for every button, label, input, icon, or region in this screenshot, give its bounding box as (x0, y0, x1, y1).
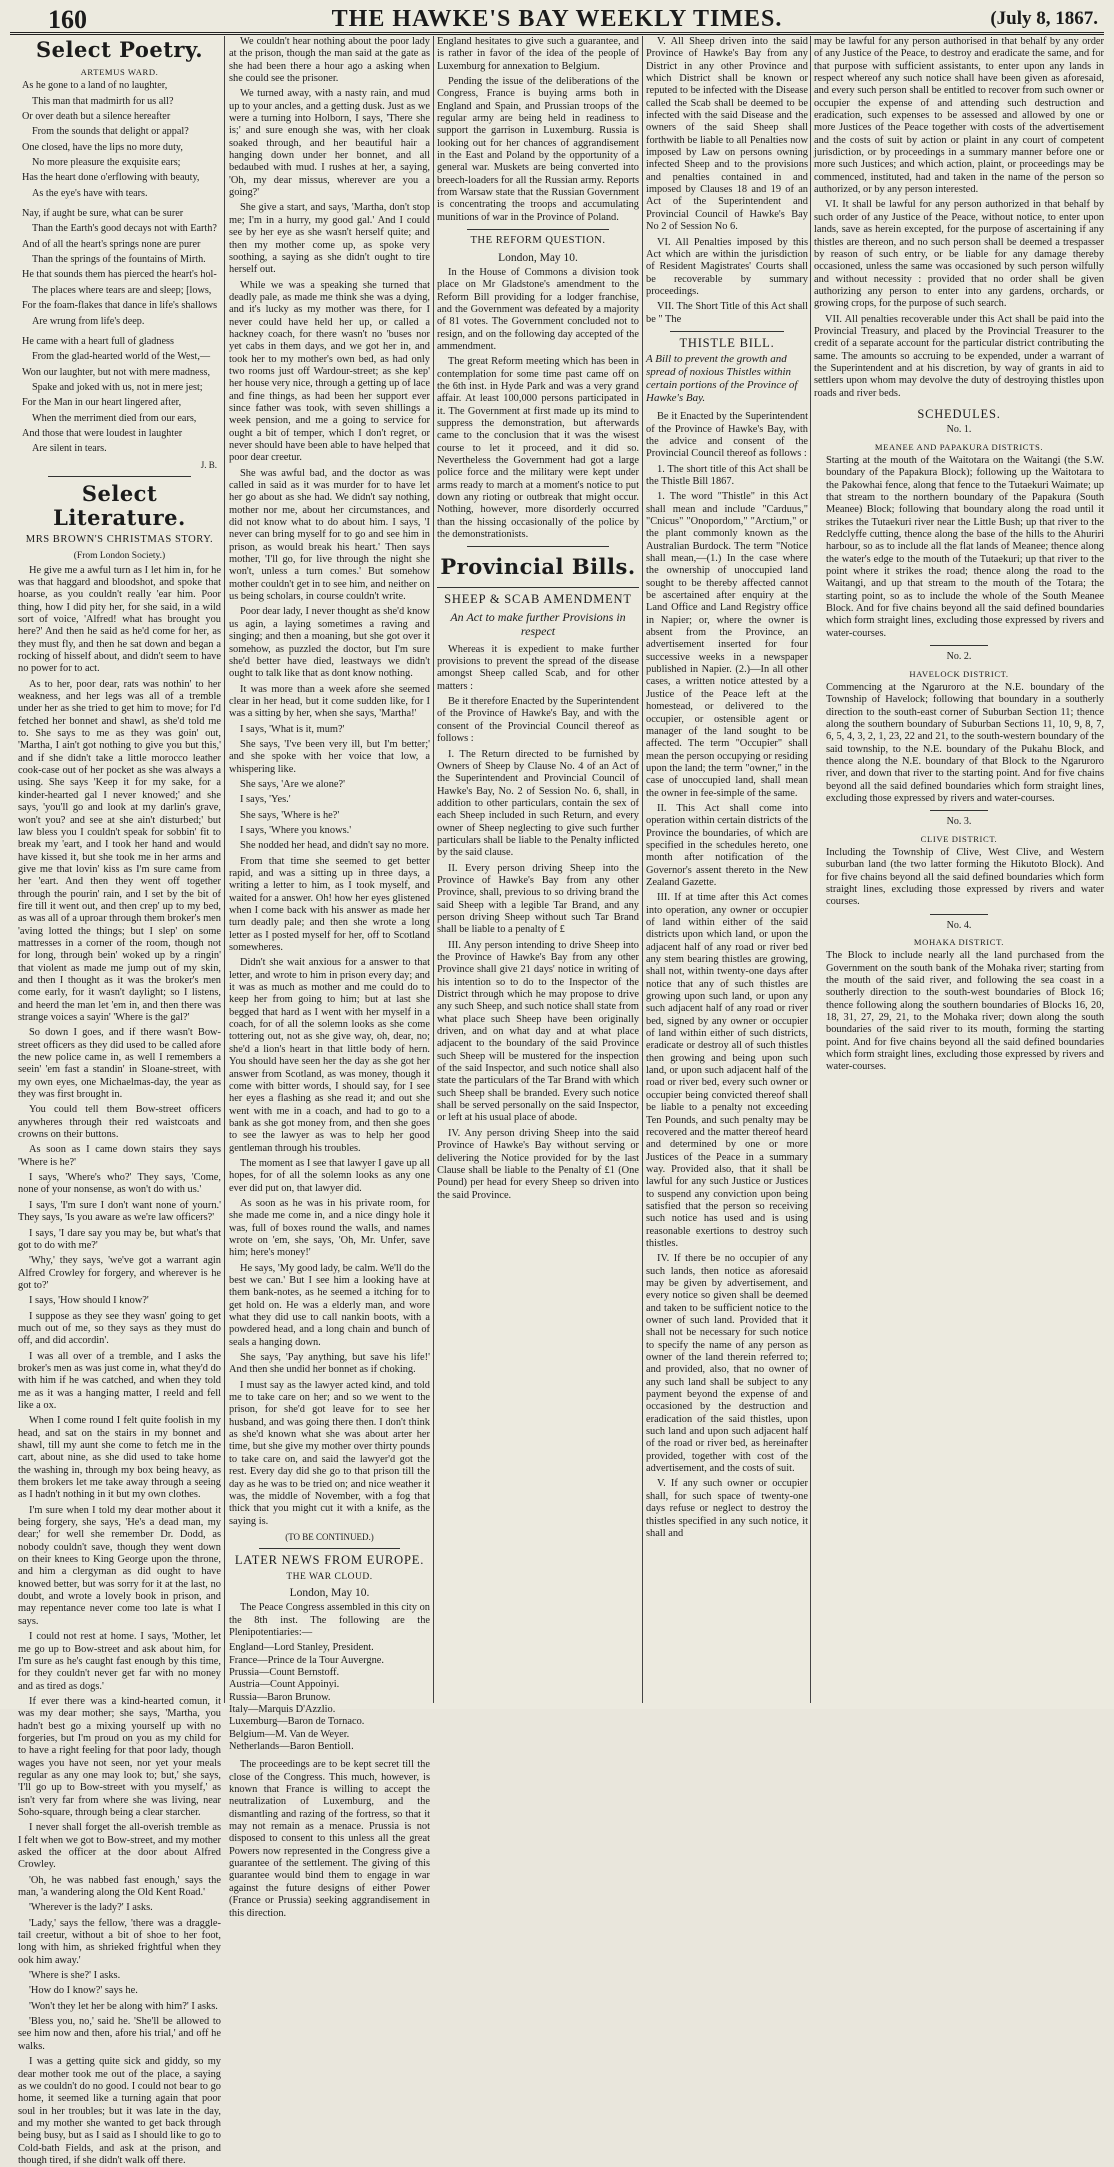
story-paragraph: Poor dear lady, I never thought as she'd know us agin, a laying sometimes a raving and singing; and then a moaning, but she got over it somehow, as puzzled the doctor, but I'm sure she'd better have died, leastways we didn't ought to talk like that as dont know nothing. (229, 606, 430, 680)
verse-line: From the sounds that delight or appal? (32, 126, 189, 138)
europe-intro: The Peace Congress assembled in this city on the 8th inst. The following are the Plenipotentiaries:— (229, 1602, 430, 1638)
to-be-continued: (TO BE CONTINUED.) (285, 1531, 374, 1542)
column-4 (646, 36, 808, 1703)
story-paragraph: She give a start, and says, 'Martha, don't stop me; I'm in a hurry, my good gal.' And I could see by her eye as she wasn't herself quite; and then my mother come up, as spoke very soothing, a saying as she didn't ought to tire herself out. (229, 202, 430, 276)
story-paragraph: I says, 'I'm sure I don't want none of yourn.' They says, 'Is you aware as we're law officers?' (18, 1199, 221, 1224)
column-3 (437, 36, 639, 1703)
divider (437, 587, 639, 588)
thistle-clauses-continued (814, 36, 1104, 400)
story-paragraph: The moment as I see that lawyer I gave up all hopes, for of all the solemn looks as any one ever did put on, that lawyer did. (229, 1157, 430, 1194)
thistle-clause: 1. The short title of this Act shall be the Thistle Bill 1867. (646, 463, 808, 487)
poem-signature: J. B. (200, 459, 217, 470)
story-paragraph: 'Why,' they says, 'we've got a warrant agin Alfred Crowley for forgery, and wherever is he got to?' (18, 1255, 221, 1291)
provincial-bills-title: Provincial Bills. (440, 554, 636, 580)
divider (930, 914, 988, 915)
story-paragraph: If ever there was a kind-hearted comun, it was my dear mother; she says, 'Martha, you hadn't best go a mixing yourself up with no forgeries, but I'm proud on you as my child for to have a right feeling for that poor lady, though wages you have not seen, nor yet your meals regular as any one may look to; but,' she says, 'I'll go up to Bow-street with you myself,' as isn't very far from where she was living, near Soho-square, through being a clear starcher. (18, 1695, 221, 1818)
thistle-clause: VII. All penalties recoverable under this Act shall be paid into the Provincial Treasury, and placed by the Provincial Treasurer to the credit of a separate account for the particular district contributing the same. The amounts so accruing to be expended, under a warrant of the Superintendent and at his discretion, by way of grants in aid to settlers upon whom may devolve the duty of destroying thistles upon roads and river beds. (814, 313, 1104, 399)
issue-date: (July 8, 1867. (990, 8, 1098, 29)
story-paragraph: She nodded her head, and didn't say no more. (240, 840, 429, 852)
story-paragraph: I was a getting quite sick and giddy, so my dear mother took me out of the place, a saying as we couldn't do no good. I could not bear to go home, it seemed like a turning again that poor soul in her troubles; but it was late in the day, and my mother she wanted to get back through being busy, but as I said as I should like to go to Cold-bath Fields, and ask at the prison, and though tired, if she didn't walk off there. (18, 2056, 221, 2166)
story-paragraph: From that time she seemed to get better rapid, and was a sitting up in three days, a writing a letter to him, as I took myself, and waited for a answer. Oh! how her eyes glistened when I come back with his answer as made her turn deadly pale; and then she wrote a long letter as I posted myself for her, off to Scotland somewheres. (229, 855, 430, 954)
sheep-act-title: An Act to make further Provisions in respect (450, 609, 626, 638)
plenipotentiary: Austria—Count Appoinyi. (229, 1679, 340, 1691)
verse-line: Are silent in tears. (32, 443, 107, 455)
verse-line: And those that were loudest in laughter (22, 427, 183, 439)
story-paragraph: When I come round I felt quite foolish in my head, and sat on the stairs in my bonnet and shawl, till my aunt she come to fetch me in the cart, about nine, as she did used to take home the washing in, through my box being heavy, as them brokers let me take away through a seeing as I hadn't nothing in it but my own clothes. (18, 1415, 221, 1501)
poetry-section-title: Select Poetry. (35, 37, 204, 62)
sheep-whereas: Whereas it is expedient to make further provisions to prevent the spread of the disease amongst Sheep called Scab, and for other matters : (437, 643, 639, 692)
verse-line: No more pleasure the exquisite ears; (32, 157, 181, 169)
divider (259, 1548, 400, 1549)
thistle-bill-heading: THISTLE BILL. (679, 335, 775, 350)
divider (467, 546, 608, 547)
verse-line: Than the springs of the fountains of Mirth. (32, 254, 206, 266)
verse-line: For the Man in our heart lingered after, (22, 397, 182, 409)
schedule-number: No. 4. (946, 919, 972, 931)
story-paragraph: I suppose as they see they wasn' going to get much out of me, so they says as they must do off, and did accordin'. (18, 1310, 221, 1347)
plenipotentiary: Luxemburg—Baron de Tornaco. (229, 1716, 365, 1728)
story-paragraph: 'Lady,' says the fellow, 'there was a draggle-tail creetur, without a bit of shoe to her foot, long with him, as shrieked frightful when they ook him away.' (18, 1917, 221, 1966)
schedule-number: No. 3. (946, 816, 972, 828)
europe-dateline: London, May 10. (289, 1586, 370, 1599)
verse-line: Are wrung from life's deep. (32, 315, 145, 327)
divider (930, 645, 988, 646)
reform-paragraph: In the House of Commons a division took place on Mr Gladstone's amendment to the Reform Bill providing for a lodger franchise, and the Government was defeated by a majority of 81 votes. The Government concluded not to resign, and on the following day accepted of the ammendment. (437, 266, 639, 352)
story-paragraph: I'm sure when I told my dear mother about it being forgery, she says, 'He's a dead man, my dear;' for well she remember Dr. Dodd, as nobody couldn't save, though they went down on their knees to King George upon the throne, and him a clergyman as did ought to have knowed better, but was sorry for it at the last, no doubt, and wrote a lovely book in prison, and may repentance never come too late is what I says. (18, 1504, 221, 1627)
verse-line: One closed, have the lips no more duty, (22, 141, 183, 153)
sheep-clause: VII. The Short Title of this Act shall be " The (646, 301, 808, 325)
plenipotentiary: England—Lord Stanley, President. (229, 1642, 374, 1654)
verse-line: Or over death but a silence hereafter (22, 111, 171, 123)
verse-line: He came with a heart full of gladness (22, 335, 174, 347)
story-paragraph: She was awful bad, and the doctor as was called in said as it was murder for to have let her go about as she had. We didn't say nothing, mother nor me, about her circumstances, and did not know what to do about him. I says, 'I never can bring myself for to go and see him in prison, as would break his heart.' Then says mother, 'I'll go, for live through the night she won't, unless a turn comes.' But somehow mother couldn't get in to see him, and neither on us being scholars, in course couldn't write. (229, 467, 430, 603)
story-paragraph: I must say as the lawyer acted kind, and told me to take care on her; and so we went to the prison, for she'd got leave for to see her husband, and was going there then. I don't think as she'd known what she was about arter her time, but she give my mother over thirty pounds to take care on, and said the lawyer'd got the rest. Every day did she go to that prison till the day as he was to be tried on; and nice weather it was, the middle of November, with a fog that thick that you might cut it with a knife, as the saying is. (229, 1379, 430, 1527)
sheep-scab-heading: SHEEP & SCAB AMENDMENT (444, 592, 632, 607)
schedule-text: Including the Township of Clive, West Clive, and Western suburban land (the two latter forming the Hikutoto Block). And for five chains beyond all the said defined boundaries which form straight lines, excluding those expressed by rivers and water courses. (826, 846, 1104, 908)
verse-line: Has the heart done o'erflowing with beauty, (22, 172, 200, 184)
masthead (10, 2, 1104, 35)
europe-paragraph: The proceedings are to be kept secret till the close of the Congress. This much, however, is known that France is willing to accept the neutralization of Luxemburg, and the dismantling and razing of the fortress, so that it may not remain as a menace. Prussia is not disposed to consent to this unless all the great Powers now represented in the Congress give a guarantee of the settlement. The giving of this guarantee would bind them to engage in war against the future designs of either Power (France or Prussia) seeking aggrandisement in this direction. (229, 1759, 430, 1919)
story-paragraph: 'Wherever is the lady?' I asks. (29, 1902, 153, 1914)
schedule-district: MOHAKA DISTRICT. (913, 937, 1005, 948)
thistle-clause: 1. The word "Thistle" in this Act shall mean and include "Carduus," "Cnicus" "Onopordom," "Arctium," or the plant commonly known as the Australian Burdock. The term "Notice shall mean,—(1.) In the case where the ownership of unoccupied land sought to be thereby affected cannot be ascertained after enquiry at the Land Office and Land Registry office in Napier; or, where the owner is absent from the Province, an advertisement inserted for four successive weeks in a newspaper published in Napier. (2.)—In all other cases, a written notice attested by a Justice of the Peace left at the homestead, or delivered to the occupier, or ostensible agent or manager of the land sought to be affected. The term "Occupier" shall mean the person occupying or residing upon the land; the term "owner," in the case of unoccupied land, shall mean the owner in fee-simple of the same. (646, 491, 808, 799)
verse-line: For the foam-flakes that dance in life's shallows (22, 300, 218, 312)
thistle-clause: IV. If there be no occupier of any such lands, then notice as aforesaid may be given by advertisement, and every notice so given shall be deemed and taken to be sufficient notice to the owner of such land. Provided that it shall not be necessary for such notice to specify the name of any person as owner of the land therein referred to; and provided, also, that no owner of any such land shall be subject to any payment beyond the expense of and occasioned by the destruction and eradication of the said thistles, upon such land and upon such adjacent half of the road or river bed, as hereinafter provided, together with cost of the advertisement, and the costs of suit. (646, 1253, 808, 1475)
sheep-enacted: Be it therefore Enacted by the Superintendent of the Province of Hawke's Bay, and with the consent of the Provincial Council thereof as follows : (437, 696, 639, 745)
verse-line: The places where tears are and sleep; [lows, (32, 284, 212, 296)
thistle-clause: V. If any such owner or occupier shall, for such space of twenty-one days refuse or neglect to destroy the thistles specified in any such notice, it shall and (646, 1478, 808, 1539)
newspaper-title: THE HAWKE'S BAY WEEKLY TIMES. (331, 6, 783, 32)
verse-line: Spake and joked with us, not in mere jest; (32, 381, 203, 393)
story-paragraph: 'Bless you, no,' said he. 'She'll be allowed to see him now and then, afore his trial,' and off he walks. (18, 2016, 221, 2052)
story-paragraph: We couldn't hear nothing about the poor lady at the prison, though the man said at the gate as she had been there a hour ago a asking when she could see the prisoner. (229, 36, 430, 85)
verse-line: This man that madmirth for us all? (32, 95, 174, 107)
sheep-clause: II. Every person driving Sheep into the Province of Hawke's Bay from any other Province, shall, previous to so driving brand the said Sheep with a legible Tar Brand, and any person driving Sheep without such Tar Brand shall be liable to a penalty of £ (437, 862, 639, 936)
verse-line: Won our laughter, but not with mere madness, (22, 366, 211, 378)
schedule-number: No. 1. (946, 424, 972, 436)
story-paragraph: She says, 'Pay anything, but save his life!' And then she undid her bonnet as if choking. (229, 1352, 430, 1376)
sheep-clause: V. All Sheep driven into the said Province of Hawke's Bay from any District in any other Province and which District shall be known or reputed to be infected with the Disease called the Scab shall be deemed to be infected with the said Disease and the owners of the said Sheep shall forthwith be liable to all Penalties now imposed by Law on persons owning infected Sheep and to the provisions and penalties contained in and imposed by Clauses 18 and 19 of an Act of the Superintendent and Provincial Council of Hawke's Bay No 2 of Session No 6. (646, 36, 808, 233)
schedule-district: MEANEE AND PAPAKURA DISTRICTS. (874, 441, 1044, 452)
europe-paragraph: Pending the issue of the deliberations of the Congress, France is buying arms both in England and Spain, and Prussian troops of the regular army are being held in readiness to support the garrison in Luxemburg. Russia is looking out for her chances of aggrandisement in the East and Poland by the opportunity of a general war. Muskets are being converted into breech-loaders for all the Russian army. Reports from Warsaw state that the Russian Government is concentrating the troops and accumulating munitions of war in the Province of Poland. (437, 76, 639, 223)
plenipotentiary: Italy—Marquis D'Azzlio. (229, 1704, 336, 1715)
plenipotentiary: Belgium—M. Van de Weyer. (229, 1728, 350, 1740)
story-paragraph: I could not rest at home. I says, 'Mother, let me go up to Bow-street and ask about him, for I'm sure as he's caught fast enough by this time, for they couldn't never get far with no money and as tired as dogs.' (18, 1631, 221, 1692)
poem-title: ARTEMUS WARD. (80, 67, 159, 77)
thistle-clause: II. This Act shall come into operation within certain districts of the Province the boundaries, of which are specified in the schedules hereto, one month after notification of the Governor's assent thereto in the New Zealand Gazette. (646, 802, 808, 888)
story-paragraph: He give me a awful turn as I let him in, for he was that haggard and bloodshot, and spoke that hoarse, as you couldn't really 'ear him. Poor thing, how I did pity her, for she said, in a wild sort of voice, 'Alfred! what has brought you here?' And then he said as he'd come for her, as they must fly, and then he sat down and began a rocking of hisself about, and didn't seem to have no power for to act. (18, 564, 221, 675)
story-paragraph: I says, 'Where you knows.' (240, 824, 352, 836)
story-paragraph: I says, 'Where's who?' They says, 'Come, none of your nonsense, as won't do with us.' (18, 1172, 221, 1196)
sheep-clause: IV. Any person driving Sheep into the said Province of Hawke's Bay without serving or delivering the Notice provided for by the last Clause shall be liable to the Penalty of £1 (One Pound) per head for every Sheep so driven into the said Province. (437, 1127, 639, 1201)
schedule-text: The Block to include nearly all the land purchased from the Government on the south bank of the Mohaka river; starting from the mouth of the said river, and following the sea coast in a southerly direction to the south-west boundaries of Block 16; thence following along the southern boundaries of Blocks 16, 20, 18, 31, 27, 29, 21, to the Mohaka river; down along the south boundaries of the said river to its mouth, forming the starting point. And for five chains beyond all the said defined boundaries which form straight lines, excluding those expressed by rivers and water-courses. (826, 950, 1104, 1073)
column-rule (810, 36, 811, 1703)
column-rule (433, 36, 434, 1703)
story-paragraph: I says, 'Yes.' (240, 794, 291, 806)
thistle-clauses (646, 464, 808, 1541)
europe-heading: LATER NEWS FROM EUROPE. (234, 1553, 425, 1568)
story-paragraph: 'How do I know?' says he. (29, 1985, 138, 1997)
sheep-clause: III. Any person intending to drive Sheep into the Province of Hawke's Bay from any other Province shall give 21 days' notice in writing of his intention so to do to the Inspector of the District through which he may propose to drive any such Sheep, and such notice shall state from what place such Sheep have been originally driven, and on what day and at what place adjacent to the boundary of the said Province such Sheep will be mustered for the inspection of the said Inspector, and such notice shall also state the particulars of the Tar Brand with which such Sheep shall be branded. Every such notice shall be served personally on the said Inspector, or left at his usual place of abode. (437, 939, 639, 1124)
thistle-bill-title: A Bill to prevent the growth and spread of noxious Thistles within certain portions of the Province of Hawke's Bay. (646, 353, 798, 405)
reform-paragraph: The great Reform meeting which has been in contemplation for some time past came off on the 6th inst. in Hyde Park and was a very grand affair. At least 100,000 persons participated in it. The Government at first made up its mind to suppress the demonstration, but afterwards came to the conclusion that it was the wisest course to let it proceed, and it did so. Nevertheless the Government had got a large police force and the military were kept under arms ready to march at a moment's notice to put down any rioting or outbreak that might occur. Nothing, however, more disorderly occurred than the hissing occasionally of the police by the demonstrationists. (437, 356, 639, 541)
verse-line: Nay, if aught be sure, what can be surer (22, 208, 184, 220)
schedule-text: Commencing at the Ngaruroro at the N.E. boundary of the Township of Havelock; following that boundary in a southerly direction to the south-east corner of Suburban Section 11; thence along the southern boundary of Suburban Sections 11, 10, 9, 8, 7, 6, 5, 4, 3, 2, 1, 23, 22 and 21, to the south-western boundary of the said township, to the N.E. boundary of the Pukahu Block, and thence along the N.E. boundary of that Block to the Ngaruroro river, and down that river to the starting point. And for five chains beyond all the said defined boundaries which form straight lines, excluding those expressed by rivers and water-courses. (826, 681, 1104, 804)
verse-line: He that sounds them has pierced the heart's hol- (22, 269, 217, 281)
story-text-col1 (18, 565, 221, 2167)
schedule-number: No. 2. (946, 651, 972, 663)
story-paragraph: We turned away, with a nasty rain, and mud up to your ancles, and a getting dusk. Just as we were a turning into Holborn, I says, 'There she is;' and sure enough she was, with her cloak soaked through, and her beautiful hair a hanging down under her bonnet, and all bedaubed with mud. I rushes at her, a saying, 'Oh, my dear missus, wherever are you a going?' (229, 88, 430, 199)
thistle-clause: III. If at time after this Act comes into operation, any owner or occupier of land within either of the said districts upon which land, or upon the adjacent half of any road or river bed any stem bearing thistles are growing, shall not, within twenty-one days after notice that any of such thistles are growing upon such land, or upon any such adjacent half of any road or river bed, signed by any owner or occupier of land within either of such districts, eradicate or destroy all of such thistles then growing and being upon such land, or upon such adjacent half of the road or river bed, every such owner or occupier being convicted thereof shall be liable to a penalty not exceeding Ten Pounds, and such penalty may be recovered and the matter thereof heard and determined by one or more Justices of the Peace in a summary way. Provided also, that it shall be lawful for any such Justice or Justices to suspend any conviction upon being satisfied that the person so receiving such notice has used and is using reasonable exertions to destroy such thistles. (646, 892, 808, 1249)
sheep-clause: I. The Return directed to be furnished by Owners of Sheep by Clause No. 4 of an Act of the Superintendent and Provincial Council of Hawke's Bay, No. 2 of Session No. 6, shall, in addition to other particulars, contain the sex of each Sheep included in such Return, and every owner of Sheep neglecting to give such further particulars shall be liable to the Penalty inflicted by the said clause. (437, 748, 639, 859)
thistle-enacted: Be it Enacted by the Superintendent of the Province of Hawke's Bay, with the advice and consent of the Provincial Council thereof as follows : (646, 411, 808, 460)
schedule-text: Starting at the mouth of the Waitotara on the Waitangi (the S.W. boundary of the Papakura Block); following up the Waitotara to the Pakowhai fence, along that fence to the Tutaekuri Waimate; up that stream to the northern boundary of the Papakura (South Meanee) Block; following that boundary along the road until it strikes the Tutaekuri river near the Little Bush; up that river to the Redclyffe cutting, thence along the base of the hills to the Ahuriri harbour, so as to include all the flat lands of Meanee; thence along the water's edge to the mouth of the Tutaekuri; up that river to the point where it strikes the road; thence along the road to the Waitangi, and up that stream to the mouth of the Totara; the starting point, so as to include the whole of the South Meanee Block. And for five chains beyond all the said defined boundaries which form straight lines, excluding those expressed by rivers and water-courses. (826, 455, 1104, 639)
story-paragraph: I says, 'How should I know?' (29, 1295, 149, 1307)
reform-heading: THE REFORM QUESTION. (470, 235, 606, 247)
thistle-clause: VI. It shall be lawful for any person authorized in that behalf by such order of any Justice of the Peace, without notice, to enter upon lands, save as herein excepted, for the purpose of ascertaining if any thistles are thereon, and no such person shall be deemed a trespasser by reason of such entry, or be liable for any damage thereby occasioned, unless the same was occasioned by such person wilfully and without necessity : provided that no order shall be given authorizing any person to enter into any gardens, orchards, or growing crops, for the purpose of such search. (814, 199, 1104, 310)
verse-line: From the glad-hearted world of the West,— (32, 351, 211, 363)
story-paragraph: She says, 'Are we alone?' (240, 778, 346, 790)
europe-subheading: THE WAR CLOUD. (286, 1571, 373, 1582)
story-paragraph: As to her, poor dear, rats was nothin' to her weakness, and her legs was all of a tremble under her as she tried to get him to move; for I'd fetched her bonnet and shawl, as she'd told me to. She says to me as they was goin' out, 'Martha, I ain't got nothing to give you but this,' and if she didn't take a little morocco leather cook-case out of her pocket as she was always a using. She says 'Keep it for my sake, for a kinder-hearted gal I never knowed;' and she says, 'you'll go and look at my darlin's grave, won't you? and see at she ain't disturbed;' but law bless you I couldn't speak for sobbin' fit to break my 'eart, and I took her hand and would have kissed it, but she took me in her arms and give me that lovin' kiss as I'm sure came from her 'eart. And then they went off together through the pourin' rain, and I set by the bit of fire till it went out, and then crep' up to my bed, as was all of a uproar through them broker's men 'aving lotted the things; but I slep' on some mattresses in a corner of the room, though not for long, through bein' woked up by a ringin' that violent as made me jump out of my skin, and then I thought as it was the broker's men come early, for it wasn't daylight; so I listens, and heerd the man let 'em in, and then there was strange voices a sayin' 'Where is the gal?' (18, 678, 221, 1023)
poem-stanza-2 (18, 208, 221, 328)
story-source: (From London Society.) (73, 551, 166, 562)
column-rule (224, 36, 225, 1703)
story-paragraph: 'Where is she?' I asks. (29, 1970, 121, 1982)
story-paragraph: So down I goes, and if there wasn't Bow-street officers as they did used to be called afore the new police came in, as well I remembers a seein' 'em fast a standin' in Sloane-street, with my own eyes, one Michaelmas-day, the year as they was first brought in. (18, 1027, 221, 1101)
plenipotentiary: Netherlands—Baron Bentioll. (229, 1741, 354, 1753)
story-paragraph: I says, 'What is it, mum?' (240, 723, 345, 735)
story-paragraph: She says, 'I've been very ill, but I'm better;' and she spoke with her voice that low, a whispering like. (229, 738, 430, 775)
story-paragraph: I says, 'I dare say you may be, but what's that got to do with me?' (18, 1227, 221, 1251)
poem-stanza-3 (18, 336, 221, 456)
column-1 (18, 36, 221, 2166)
column-5 (814, 36, 1104, 1703)
plenipotentiary: Russia—Baron Brunow. (229, 1691, 331, 1703)
story-paragraph: 'Won't they let her be along with him?' I asks. (29, 2000, 218, 2012)
story-paragraph: I never shall forget the all-overish tremble as I felt when we got to Bow-street, and my mother asked the officer at the door about Alfred Crowley. (18, 1822, 221, 1871)
story-paragraph: While we was a speaking she turned that deadly pale, as made me think she was a dying, and it's lucky as my mother was there, for I never could have held her up, or called a hackney coach, for there wasn't no 'buses nor yet cabs in them days, and we got her in, and took her to my mother's own bed, as had only two rooms just off Wardour-street; as she kep' her house very nice, through a getting up of lace and fine things, as had been her support ever since father was took, with seven shillings a week pension, and me a going to service for ought a bit of temper, which I don't regret, or never should have been able to have helped that poor dear creetur. (229, 279, 430, 464)
verse-line: When the merriment died from our ears, (32, 412, 197, 424)
plenipotentiary: France—Prince de la Tour Auvergne. (229, 1654, 384, 1666)
schedules-list (814, 424, 1104, 1074)
plenipotentiary: Prussia—Count Bernstoff. (229, 1666, 340, 1678)
reform-dateline: London, May 10. (498, 251, 578, 264)
story-paragraph: He says, 'My good lady, be calm. We'll do the best we can.' But I see him a looking have at them bank-notes, as he seemed a itching for to get hold on. He was a elderly man, and wore what they did use to call nankin boots, with a powdered head, and a long chain and bunch of seals a hanging down. (229, 1262, 430, 1348)
story-paragraph: 'Oh, he was nabbed fast enough,' says the man, 'a wandering along the Old Kent Road.' (18, 1874, 221, 1899)
verse-line: As he gone to a land of no laughter, (22, 80, 168, 92)
story-text-col2 (229, 36, 430, 1528)
sheep-clause: VI. All Penalties imposed by this Act which are within the jurisdiction of Resident Magistrates' Courts shall be recoverable by summary proceedings. (646, 236, 808, 297)
divider (467, 229, 608, 230)
story-paragraph: As soon as I came down stairs they says 'Where is he?' (18, 1144, 221, 1168)
verse-line: And of all the heart's springs none are purer (22, 238, 201, 250)
schedules-heading: SCHEDULES. (917, 406, 1001, 421)
divider (670, 331, 783, 332)
literature-section-title: Select Literature. (53, 480, 186, 530)
divider (930, 810, 988, 811)
schedule-district: HAVELOCK DISTRICT. (909, 668, 1009, 679)
divider (48, 476, 190, 477)
europe-paragraph: England hesitates to give such a guarantee, and is rather in favor of the idea of the people of Luxemburg for annexation to Belgium. (437, 36, 639, 72)
story-paragraph: You could tell them Bow-street officers anywheres through their red waistcoats and crowns on their buttons. (18, 1104, 221, 1141)
verse-line: As the eye's have with tears. (32, 187, 148, 199)
column-rule (642, 36, 643, 1703)
story-paragraph: I was all over of a tremble, and I asks the broker's men as was just come in, what they'd do with him if he was catched, and when they told me as it was a hanging matter, I reeld and fell like a ox. (18, 1350, 221, 1411)
schedule-district: CLIVE DISTRICT. (920, 833, 998, 844)
story-title: MRS BROWN'S CHRISTMAS STORY. (25, 533, 214, 545)
column-2 (229, 36, 430, 1919)
story-paragraph: She says, 'Where is he?' (240, 809, 340, 821)
thistle-clause: may be lawful for any person authorised in that behalf by any order of any Justice of the Peace, to destroy and eradicate the same, and for that purpose with sufficient assistants, to enter upon any lands in respect whereof any such notice shall have been given as aforesaid, and every such person shall be entitled to recover from such owner or occupier the expense of and attending such destruction and eradication, such expenses to be assessed and allowed by one or more Justices of the Peace together with costs of the advertisement and the costs of suit by action or plaint in any court of competent jurisdiction, or by proceedings in a summary manner before one or more such Justices; and which action, plaint, or proceedings may be commenced, instituted, had and taken in the name of the person so authorized, or by any person interested. (814, 36, 1104, 196)
plenipotentiaries-list (229, 1642, 430, 1753)
story-paragraph: Didn't she wait anxious for a answer to that letter, and wrote to him in prison every day; and it was as much as mother and me could do to keep her from going to him; but at last she begged that hard as I went with her myself in a coach, for of all the solemn looks as she come tottering out, not as she give way, oh, dear, no; she'd a lion's heart in that little body of hern. You should have seen her the day as she got her answer from Scotland, as was money, though it come with bitter words, I should say, for I see her eyes a flashing as she read it; and out she went with me in a coach, and had to go to a bank as she got money from, and then she goes to see the lawyer as was to help her good gentleman through his troubles. (229, 957, 430, 1154)
verse-line: Than the Earth's good decays not with Earth? (32, 223, 217, 235)
poem-stanza-1 (18, 80, 221, 200)
story-paragraph: As soon as he was in his private room, for she made me come in, and a nice dingy hole it was, full of boxes round the walls, and names wrote on 'em, she says, 'Oh, Mr. Unfer, save him; here's money!' (229, 1197, 430, 1259)
story-paragraph: It was more than a week afore she seemed clear in her head, but it come sudden like, for I was a sitting by her, when she says, 'Martha!' (229, 683, 430, 720)
page-number: 160 (48, 5, 87, 34)
